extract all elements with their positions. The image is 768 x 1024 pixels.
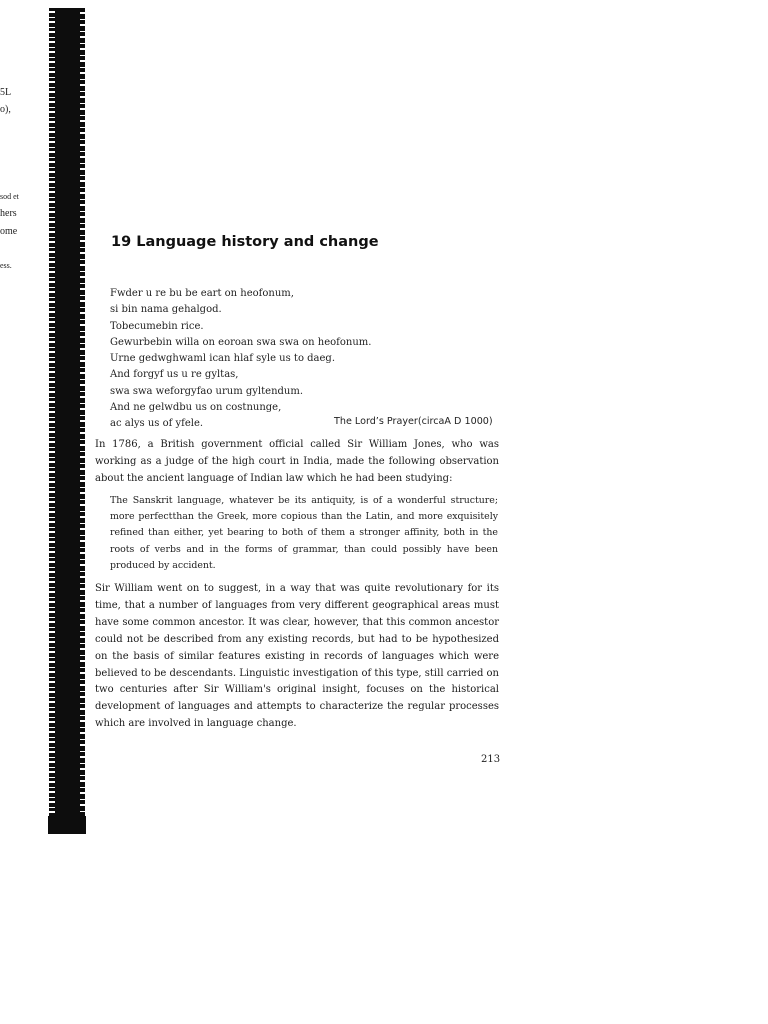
- margin-fragment: o),: [0, 104, 11, 115]
- poem-line: Tobecumebin rice.: [110, 320, 204, 332]
- body-paragraph: Sir William went on to suggest, in a way that was quite revolutionary for its time, that a number of languages from very different geographical areas must have some common ancestor. It was clear, however, that this common ancestor could not be described from any existing records, but had to be hypothesized on the basis of similar features existing in records of languages which were believed to be descendants. Linguistic investigation of this type, still carried on two centuries after Sir William's original insight, focuses on the historical development of languages and attempts to characterize the regular processes which are involved in language change.: [95, 583, 499, 730]
- block-quote: The Sanskrit language, whatever be its antiquity, is of a wonderful structure; more perfectthan the Greek, more copious than the Latin, and more exquisitely refined than either, yet bearing to both of them a stronger affinity, both in the roots of verbs and in the forms of grammar, than could possibly have been produced by accident.: [110, 495, 498, 571]
- margin-fragment: 5L: [0, 87, 12, 98]
- poem-line: swa swa weforgyfao urum gyltendum.: [110, 385, 304, 397]
- poem-caption: The Lord’s Prayer(circaA D 1000): [334, 416, 493, 427]
- margin-fragment: ome: [0, 226, 18, 237]
- body-paragraph: In 1786, a British government official called Sir William Jones, who was working as a judge of the high court in India, made the following observation about the ancient language of Indian law which he had been studying:: [95, 439, 499, 484]
- poem-line: ac alys us of yfele.: [110, 418, 204, 430]
- margin-fragment: hers: [0, 208, 17, 219]
- page-number: 213: [481, 754, 501, 765]
- chapter-title: 19 Language history and change: [111, 234, 379, 250]
- poem-line: Gewurbebin willa on eoroan swa swa on heofonum.: [110, 336, 372, 348]
- book-spine-foot: [48, 816, 86, 834]
- poem-line: And ne gelwdbu us on costnunge,: [110, 402, 282, 414]
- poem-line: Fwder u re bu be eart on heofonum,: [110, 288, 294, 299]
- margin-fragment: ess.: [0, 261, 12, 270]
- book-spine-shadow: [52, 8, 82, 834]
- margin-fragment: sod et: [0, 192, 19, 201]
- poem-line: si bin nama gehalgod.: [110, 304, 222, 316]
- poem-line: And forgyf us u re gyltas,: [110, 369, 239, 381]
- poem-line: Urne gedwghwaml ican hlaf syle us to daeg.: [110, 353, 336, 365]
- poem-block: [110, 286, 510, 433]
